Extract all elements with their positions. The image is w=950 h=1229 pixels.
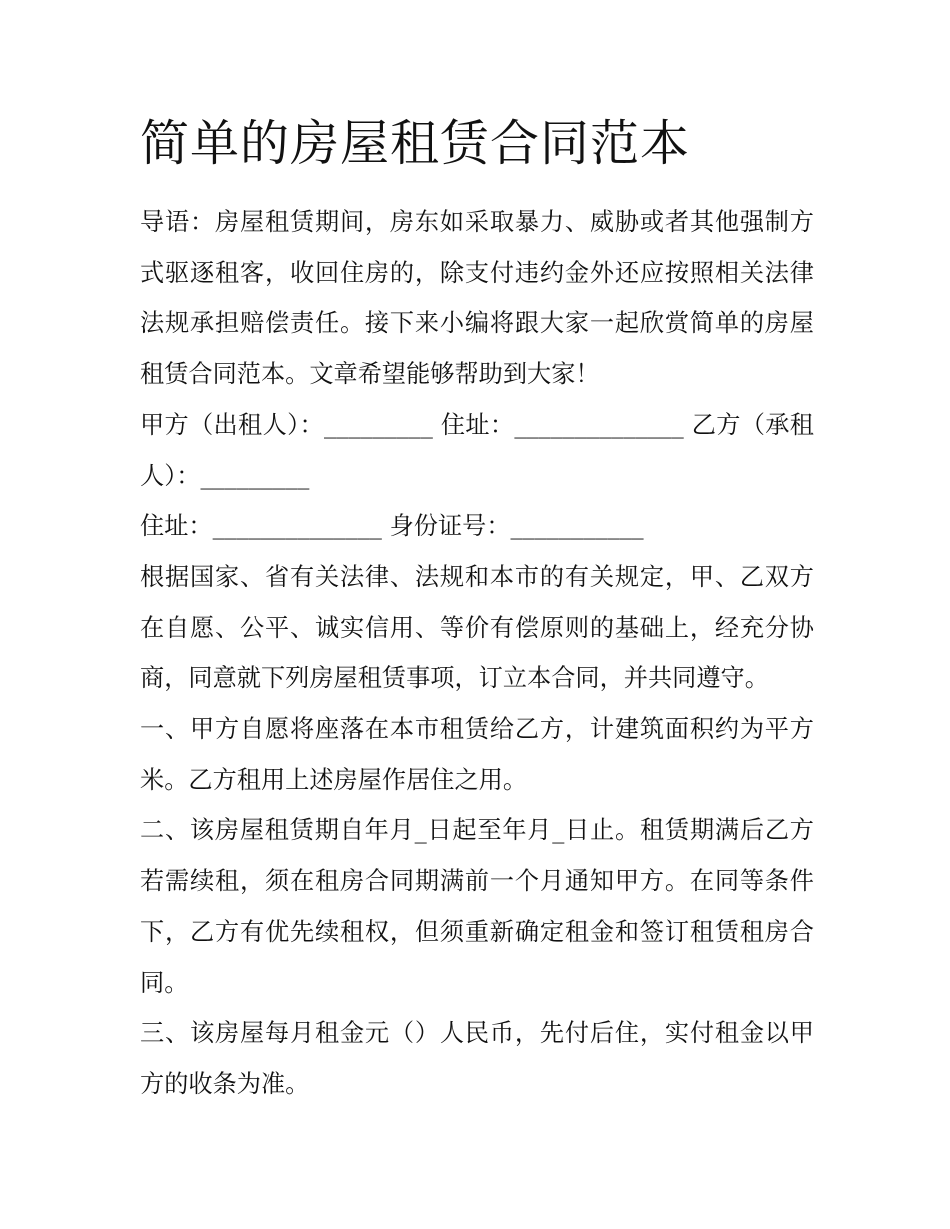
- clause-2: 二、该房屋租赁期自年月_日起至年月_日止。租赁期满后乙方若需续租，须在租房合同期满前一个月通知甲方。在同等条件下，乙方有优先续租权，但须重新确定租金和签订租赁租房合同。: [140, 816, 814, 997]
- address-id-line: 住址：______________ 身份证号：___________: [140, 512, 644, 541]
- intro-paragraph: 导语：房屋租赁期间，房东如采取暴力、威胁或者其他强制方式驱逐租客，收回住房的，除支付违约金外还应按照相关法律法规承担赔偿责任。接下来小编将跟大家一起欣赏简单的房屋租赁合同范本。文章希望能够帮助到大家！: [140, 208, 814, 389]
- document-title: 简单的房屋租赁合同范本: [140, 115, 691, 172]
- clause-3: 三、该房屋每月租金元（）人民币，先付后住，实付租金以甲方的收条为准。: [140, 1019, 814, 1098]
- document-body: [140, 197, 814, 1110]
- legal-basis-paragraph: 根据国家、省有关法律、法规和本市的有关规定，甲、乙双方在自愿、公平、诚实信用、等价有偿原则的基础上，经充分协商，同意就下列房屋租赁事项，订立本合同，并共同遵守。: [140, 562, 814, 693]
- party-a-line: 甲方（出租人）：_________ 住址：______________ 乙方（承租人）：_________: [140, 410, 814, 490]
- clause-1: 一、甲方自愿将座落在本市租赁给乙方，计建筑面积约为平方米。乙方租用上述房屋作居住之用。: [140, 715, 814, 794]
